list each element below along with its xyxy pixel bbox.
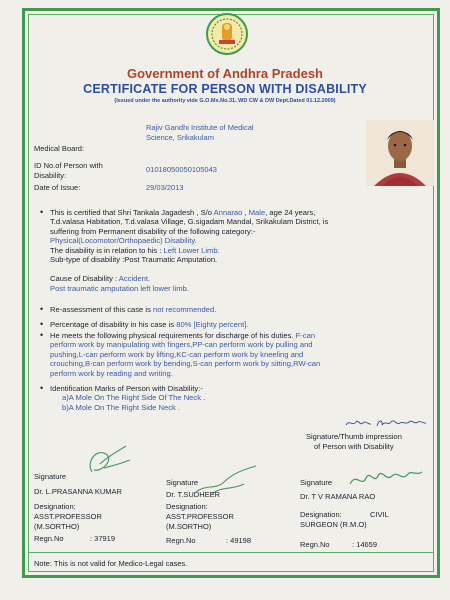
requirements-line4: crouching,B-can perform work by bending,S-can perform work by sitting,RW-can xyxy=(50,359,321,369)
cause-line xyxy=(50,274,420,283)
disability-category: Physical(Locomotor/Orthopaedic) Disability. xyxy=(50,236,197,246)
certify-paragraph xyxy=(50,208,420,293)
id-label-line2: Disability: xyxy=(34,171,67,180)
certify-text-c: , xyxy=(242,208,249,217)
relation-value: Left Lower Limb. xyxy=(163,245,220,255)
designation-3-line1: CIVIL xyxy=(370,510,389,519)
regn-3-label: Regn.No xyxy=(300,540,330,549)
subtype-value: Post Traumatic Amputation. xyxy=(124,255,218,265)
authority-line: (Issued under the authority vide G.O.Ms.No.31, WD CW & DW Dept.Dated 01.12.2009) xyxy=(114,98,336,104)
regn-3-value: : 14659 xyxy=(352,540,378,549)
signature-3-scribble xyxy=(346,462,426,494)
person-name: Tankala Jagadesh xyxy=(133,208,195,217)
regn-2-value: : 49198 xyxy=(226,536,252,545)
bullet-certify: • xyxy=(40,207,44,217)
note-bar xyxy=(28,552,434,573)
note-text: Note: This is not valid for Medico-Legal cases. xyxy=(34,559,188,568)
bullet-marks: • xyxy=(40,383,44,393)
bullet-requirements: • xyxy=(40,330,44,340)
designation-3-line2: SURGEON (R.M.O) xyxy=(300,520,367,529)
certify-text-a: This is certified that Shri xyxy=(50,208,134,217)
percentage-value: 80% [Eighty percent]. xyxy=(176,320,249,329)
medical-board-line1: Rajiv Gandhi Institute of Medical xyxy=(146,123,254,132)
requirements-line5: perform work by reading and writing. xyxy=(50,368,173,378)
certify-line1 xyxy=(50,208,420,217)
signature-2-label: Signature xyxy=(166,478,199,487)
spacer xyxy=(50,264,420,274)
signature-3-label: Signature xyxy=(300,478,333,487)
requirements-line2: perform work by manipulating with fingers,PP-can perform work by pulling and xyxy=(50,340,313,350)
person-photo xyxy=(366,120,434,186)
signature-1-scribble xyxy=(82,442,134,478)
medical-board-label: Medical Board: xyxy=(34,144,85,153)
person-photo-image xyxy=(366,120,434,186)
thumb-label-line2: of Person with Disability xyxy=(314,442,394,451)
requirements-paragraph xyxy=(50,331,422,378)
signatory-3-name: Dr. T V RAMANA RAO xyxy=(300,492,376,501)
relation-label: The disability is in relation to his : xyxy=(50,245,164,255)
government-emblem-icon xyxy=(203,12,251,56)
requirements-line1 xyxy=(50,331,422,340)
signatory-2-name: Dr. T.SUDHEER xyxy=(166,490,221,499)
designation-3-label: Designation: xyxy=(300,510,342,519)
cause-detail: Post traumatic amputation left lower limb. xyxy=(50,283,189,293)
certificate-title: CERTIFICATE FOR PERSON WITH DISABILITY xyxy=(83,82,367,96)
certify-text-e: , xyxy=(313,208,316,217)
mark-a: a)A Mole On The Right Side Of The Neck . xyxy=(62,393,206,403)
subtype-label: Sub-type of disability : xyxy=(50,255,125,265)
designation-2-line2: (M.SORTHO) xyxy=(166,522,212,531)
age-value: 24 years xyxy=(284,208,314,217)
bullet-reassess: • xyxy=(40,304,44,314)
id-label-line1: ID No.of Person with xyxy=(34,161,103,170)
certify-line2: T.d.valasa Habitation, T.d.valasa Village, G.sigadam Mandal, Srikakulam District, is xyxy=(50,217,329,227)
percentage-line xyxy=(50,320,420,329)
reassess-label: Re-assessment of this case is xyxy=(50,305,153,314)
certify-text-b: , S/o xyxy=(194,208,214,217)
date-label: Date of Issue: xyxy=(34,183,81,192)
designation-1-line1: ASST.PROFESSOR xyxy=(34,512,102,521)
reassess-line xyxy=(50,305,420,314)
marks-label: Identification Marks of Person with Disability:- xyxy=(50,384,203,393)
regn-2-label: Regn.No xyxy=(166,536,196,545)
requirements-f: F-can xyxy=(295,331,316,340)
requirements-intro: He meets the following physical requirements for discharge of his duties. xyxy=(50,331,296,340)
signature-1-label: Signature xyxy=(34,472,67,481)
regn-1-value: : 37919 xyxy=(90,534,116,543)
mark-b: b)A Mole On The Right Side Neck . xyxy=(62,402,181,412)
designation-2-label: Designation: xyxy=(166,502,208,511)
regn-1-label: Regn.No xyxy=(34,534,64,543)
medical-board-line2: Science, Srikakulam xyxy=(146,133,214,142)
cause-label: Cause of Disability : xyxy=(50,274,119,284)
subtype-line xyxy=(50,255,420,264)
id-value: 01018050050105043 xyxy=(146,165,217,174)
percentage-label: Percentage of disability in his case is xyxy=(50,320,177,329)
cause-value: Accident. xyxy=(118,274,151,284)
designation-1-line2: (M.SORTHO) xyxy=(34,522,80,531)
date-value: 29/03/2013 xyxy=(146,183,184,192)
thumb-label-line1: Signature/Thumb impression xyxy=(306,432,402,441)
reassess-value: not recommended. xyxy=(152,305,217,314)
government-title: Government of Andhra Pradesh xyxy=(127,66,323,81)
designation-1-label: Designation: xyxy=(34,502,76,511)
father-name: Annarao xyxy=(213,208,243,217)
gender-value: Male xyxy=(248,208,266,217)
designation-2-line1: ASST.PROFESSOR xyxy=(166,512,234,521)
relation-line xyxy=(50,246,420,255)
bullet-percentage: • xyxy=(40,319,44,329)
marks-block xyxy=(50,384,420,412)
person-handwritten-signature xyxy=(344,416,428,430)
requirements-line3: pushing,L-can perform work by lifting,KC-can perform work by kneeling and xyxy=(50,349,304,359)
certify-text-d: , age xyxy=(265,208,285,217)
signatory-1-name: Dr. L.PRASANNA KUMAR xyxy=(34,487,122,496)
certify-line3: suffering from Permanent disability of the following category:- xyxy=(50,226,256,236)
